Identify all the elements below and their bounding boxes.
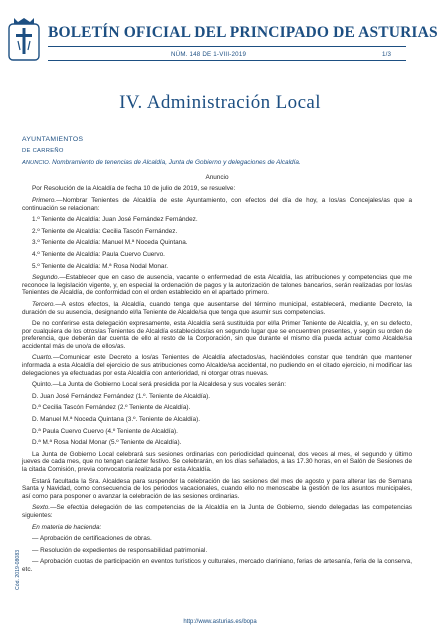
tercero-paragraph xyxy=(22,301,412,316)
segundo-paragraph xyxy=(22,274,412,297)
header-top-rule xyxy=(48,46,406,47)
asturias-crest-icon xyxy=(8,14,40,62)
segundo-text: —Establecer que en caso de ausencia, vacante o enfermedad de esta Alcaldía, las atribuciones y competencias que me reconoce la legislación vigente, y, en especial la ordenación de pagos y la autorización de talones bancarios, serán realizadas por los/as Tenientes de Alcaldía, de conformidad con el orden establecido en el apartado primero. xyxy=(22,274,412,297)
materia-heading: En materia de hacienda: xyxy=(32,523,102,531)
segundo-label: Segundo. xyxy=(32,274,60,282)
tercero-text: —A estos efectos, la Alcaldía, cuando tenga que ausentarse del término municipal, establecerá, mediante Decreto, la duración de su ausencia, designando el/la Teniente de Alcalde/sa que tenga que asumir sus competencias. xyxy=(22,300,412,316)
teniente-item: 3.º Teniente de Alcaldía: Manuel M.ª Noceda Quintana. xyxy=(32,239,188,247)
teniente-item: 5.º Teniente de Alcaldía: M.ª Rosa Nodal Monar. xyxy=(32,262,169,270)
vocal-item: D.ª M.ª Rosa Nodal Monar (5.º Teniente de Alcaldía). xyxy=(32,439,182,447)
issue-number: NÚM. 148 DE 1-VIII-2019 xyxy=(171,51,247,58)
intro-paragraph: Por Resolución de la Alcaldía de fecha 10 de julio de 2019, se resuelve: xyxy=(32,185,236,193)
section-title: IV. Administración Local xyxy=(119,92,321,113)
junta-paragraph: La Junta de Gobierno Local celebrará sus sesiones ordinarias con periodicidad quincenal, dos veces al mes, el segundo y último jueves de cada mes, que no tengan carácter festivo. Se celebrarán, en los días señalados, a las 17.30 horas, en el Salón de Sesiones de la citada Comisión, previa convocatoria realizada por esta Alcaldía. xyxy=(22,450,412,473)
materia-item: — Aprobación cuotas de participación en eventos turísticos y culturales, mercado clariniano, ferias de artesanía, feria de la conserva, etc. xyxy=(22,558,412,573)
announcement-heading: Anuncio xyxy=(205,173,229,181)
announcement-label: ANUNCIO. xyxy=(22,160,51,167)
teniente-item: 4.º Teniente de Alcaldía: Paula Cuervo Cuervo. xyxy=(32,250,165,258)
facultada-paragraph: Estará facultada la Sra. Alcaldesa para suspender la celebración de las sesiones del mes de agosto y para alterar las de Semana Santa y Navidad, como consecuencia de los periodos vacacionales, cuando ello no menoscabe la gestión de los asuntos municipales, así como para posponer o avanzar la celebración de las sesiones ordinarias. xyxy=(22,477,412,500)
document-body xyxy=(22,136,412,578)
vocal-item: D.ª Cecilia Tascón Fernández (2.º Teniente de Alcaldía). xyxy=(32,404,191,412)
primero-label: Primero. xyxy=(32,196,57,204)
bulletin-title: BOLETÍN OFICIAL DEL PRINCIPADO DE ASTURIAS xyxy=(48,24,438,41)
document-code: Cód. 2019-08083 xyxy=(15,549,21,590)
municipality-heading: DE CARREÑO xyxy=(22,147,64,154)
cuarto-paragraph xyxy=(22,354,412,377)
primero-text: —Nombrar Tenientes de Alcaldía de este Ayuntamiento, con efectos del día de hoy, a los/as Concejales/as que a continuación se relacionan: xyxy=(22,196,412,212)
vocal-item: D. Juan José Fernández Fernández (1.º. Teniente de Alcaldía). xyxy=(32,392,211,400)
primero-paragraph xyxy=(22,197,412,212)
materia-item: — Resolución de expedientes de responsabilidad patrimonial. xyxy=(32,546,208,554)
vocal-item: D. Manuel M.ª Noceda Quintana (3.º. Teniente de Alcaldía). xyxy=(32,416,200,424)
sexto-label: Sexto. xyxy=(32,504,51,512)
quinto-paragraph: Quinto.—La Junta de Gobierno Local será presidida por la Alcaldesa y sus vocales serán: xyxy=(32,381,286,389)
cuarto-label: Cuarto. xyxy=(32,354,53,362)
cuarto-text: —Comunicar este Decreto a los/as Tenientes de Alcaldía afectados/as, haciéndoles constar que tendrán que mantener informada a esta Alcaldía del ejercicio de sus atribuciones como Alcalde/sa accidental, no pudiendo en el citado ejercicio, ni modificar las delegaciones ya efectuadas por esta Alcaldía con anterioridad, ni otorgar otras nuevas. xyxy=(22,354,412,377)
teniente-item: 2.º Teniente de Alcaldía: Cecilia Tascón Fernández. xyxy=(32,227,178,235)
teniente-item: 1.º Teniente de Alcaldía: Juan José Fernández Fernández. xyxy=(32,216,198,224)
tercero-paragraph-2: De no conferirse esta delegación expresamente, esta Alcaldía será sustituida por el/la Primer Teniente de Alcaldía, y, en su defecto, por cualquiera de los otros/as Tenientes de Alcaldía establecidos/as en segundo lugar que se encuentren presentes, y según su orden de preferencia, que deberán dar cuenta de ello al resto de la Corporación, sin que durante el mismo día pueda actuar como Alcalde/sa accidental más de uno/a de ellos/as. xyxy=(22,320,412,350)
vocal-item: D.ª Paula Cuervo Cuervo (4.º Teniente de Alcaldía). xyxy=(32,427,178,435)
organ-heading: AYUNTAMIENTOS xyxy=(22,136,84,143)
tercero-label: Tercero. xyxy=(32,300,56,308)
sexto-paragraph xyxy=(22,504,412,519)
footer-url[interactable]: http://www.asturias.es/bopa xyxy=(183,619,257,625)
announcement-summary xyxy=(22,159,412,168)
materia-item: — Aprobación de certificaciones de obras. xyxy=(32,535,152,543)
page-indicator: 1/3 xyxy=(382,51,392,58)
header-bottom-rule xyxy=(48,60,406,61)
announcement-text: Nombramiento de tenencias de Alcaldía, Junta de Gobierno y delegaciones de Alcaldía. xyxy=(52,159,301,167)
sexto-text: —Se efectúa delegación de las competencias de la Alcaldía en la Junta de Gobierno, siendo delegadas las competencias siguientes: xyxy=(22,504,412,519)
